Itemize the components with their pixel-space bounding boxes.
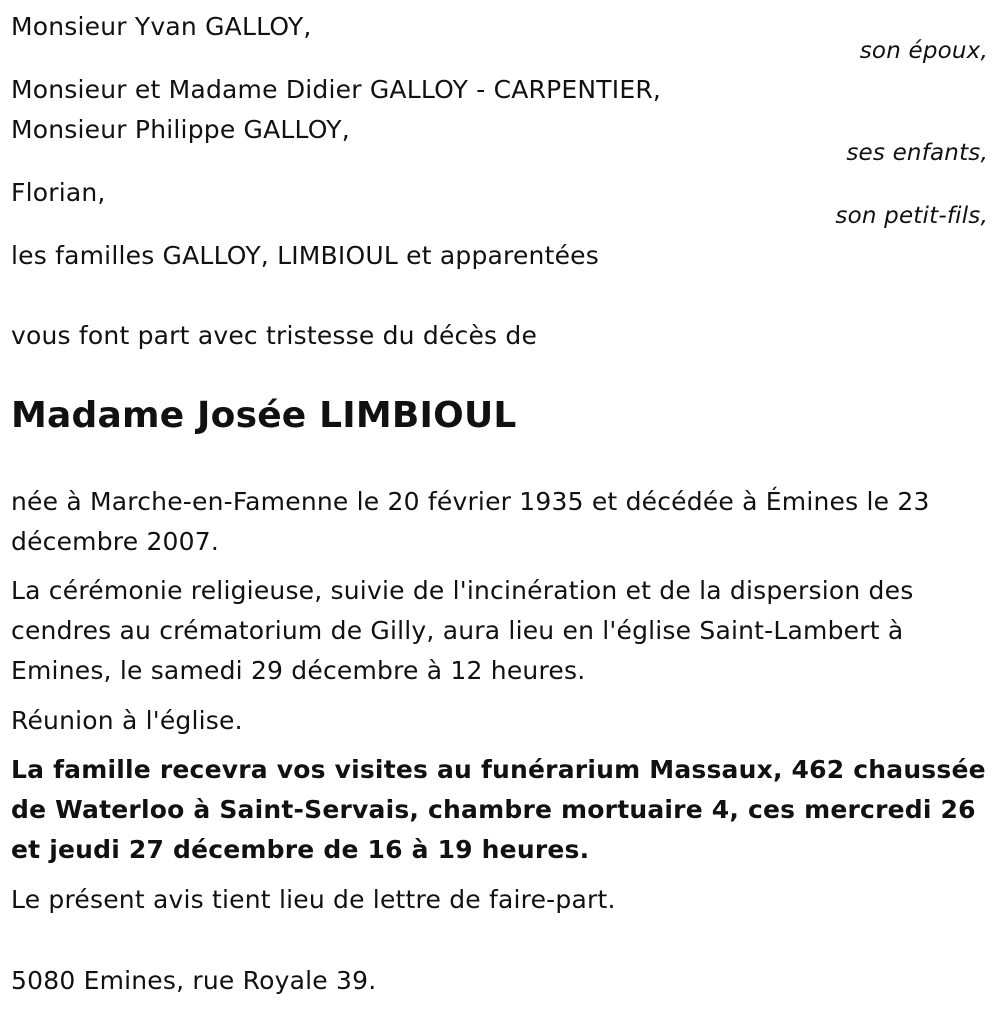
child-1-name: Monsieur et Madame Didier GALLOY - CARPENTIER, [11, 75, 662, 104]
birth-death-paragraph: née à Marche-en-Famenne le 20 février 1935 et décédée à Émines le 23 décembre 2007. [11, 487, 930, 556]
grandchild-role: son petit-fils, [835, 203, 988, 229]
announcement-line: vous font part avec tristesse du décès de [11, 321, 538, 350]
notice-paragraph: Le présent avis tient lieu de lettre de faire-part. [11, 885, 616, 914]
spouse-role: son époux, [859, 38, 988, 64]
spouse-name: Monsieur Yvan GALLOY, [11, 12, 312, 41]
child-2-name: Monsieur Philippe GALLOY, [11, 115, 350, 144]
address-line: 5080 Emines, rue Royale 39. [11, 966, 377, 995]
meeting-paragraph: Réunion à l'église. [11, 706, 243, 735]
visits-paragraph: La famille recevra vos visites au funérarium Massaux, 462 chaussée de Waterloo à Saint-Servais, chambre mortuaire 4, ces mercredi 26 et jeudi 27 décembre de 16 à 19 heures. [11, 755, 986, 864]
grandchild-name: Florian, [11, 178, 106, 207]
ceremony-paragraph: La cérémonie religieuse, suivie de l'incinération et de la dispersion des cendres au crématorium de Gilly, aura lieu en l'église Saint-Lambert à Emines, le samedi 29 décembre à 12 heures. [11, 576, 914, 685]
deceased-name: Madame Josée LIMBIOUL [11, 395, 517, 436]
children-role: ses enfants, [846, 140, 988, 166]
families-line: les familles GALLOY, LIMBIOUL et apparentées [11, 241, 599, 270]
